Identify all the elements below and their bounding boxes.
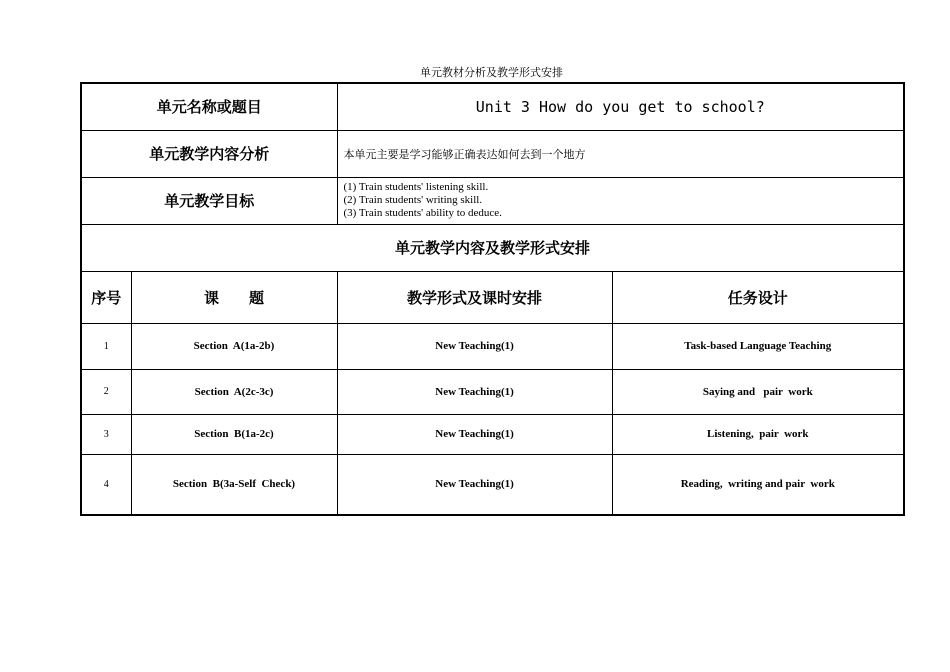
table-row [81,369,904,414]
content-analysis-label: 单元教学内容分析 [81,130,337,177]
row-form: New Teaching(1) [337,369,612,414]
table-row [81,323,904,369]
row-topic: Section A(2c-3c) [131,369,337,414]
column-header-form: 教学形式及课时安排 [337,271,612,323]
row-form: New Teaching(1) [337,323,612,369]
row-form: New Teaching(1) [337,454,612,515]
row-number: 1 [81,323,131,369]
table-row [81,414,904,454]
column-header-topic: 课 题 [131,271,337,323]
goal-item: (3) Train students' ability to deduce. [343,207,502,219]
row-topic: Section A(1a-2b) [131,323,337,369]
row-task: Task-based Language Teaching [612,323,904,369]
unit-name-value: Unit 3 How do you get to school? [337,83,904,130]
arrangement-heading: 单元教学内容及教学形式安排 [81,224,904,271]
row-task: Reading, writing and pair work [612,454,904,515]
content-analysis-value: 本单元主要是学习能够正确表达如何去到一个地方 [337,130,904,177]
row-topic: Section B(3a-Self Check) [131,454,337,515]
row-number: 2 [81,369,131,414]
table-row [81,454,904,515]
row-task: Listening, pair work [612,414,904,454]
teaching-goals-list [337,177,904,224]
row-number: 4 [81,454,131,515]
column-header-task: 任务设计 [612,271,904,323]
document-title: 单元教材分析及教学形式安排 [420,66,563,79]
row-task: Saying and pair work [612,369,904,414]
unit-name-label: 单元名称或题目 [81,83,337,130]
goal-item: (2) Train students' writing skill. [343,194,483,206]
row-topic: Section B(1a-2c) [131,414,337,454]
row-number: 3 [81,414,131,454]
unit-plan-table [80,82,905,516]
row-form: New Teaching(1) [337,414,612,454]
teaching-goals-label: 单元教学目标 [81,177,337,224]
column-header-no: 序号 [81,271,131,323]
goal-item: (1) Train students' listening skill. [343,181,489,193]
